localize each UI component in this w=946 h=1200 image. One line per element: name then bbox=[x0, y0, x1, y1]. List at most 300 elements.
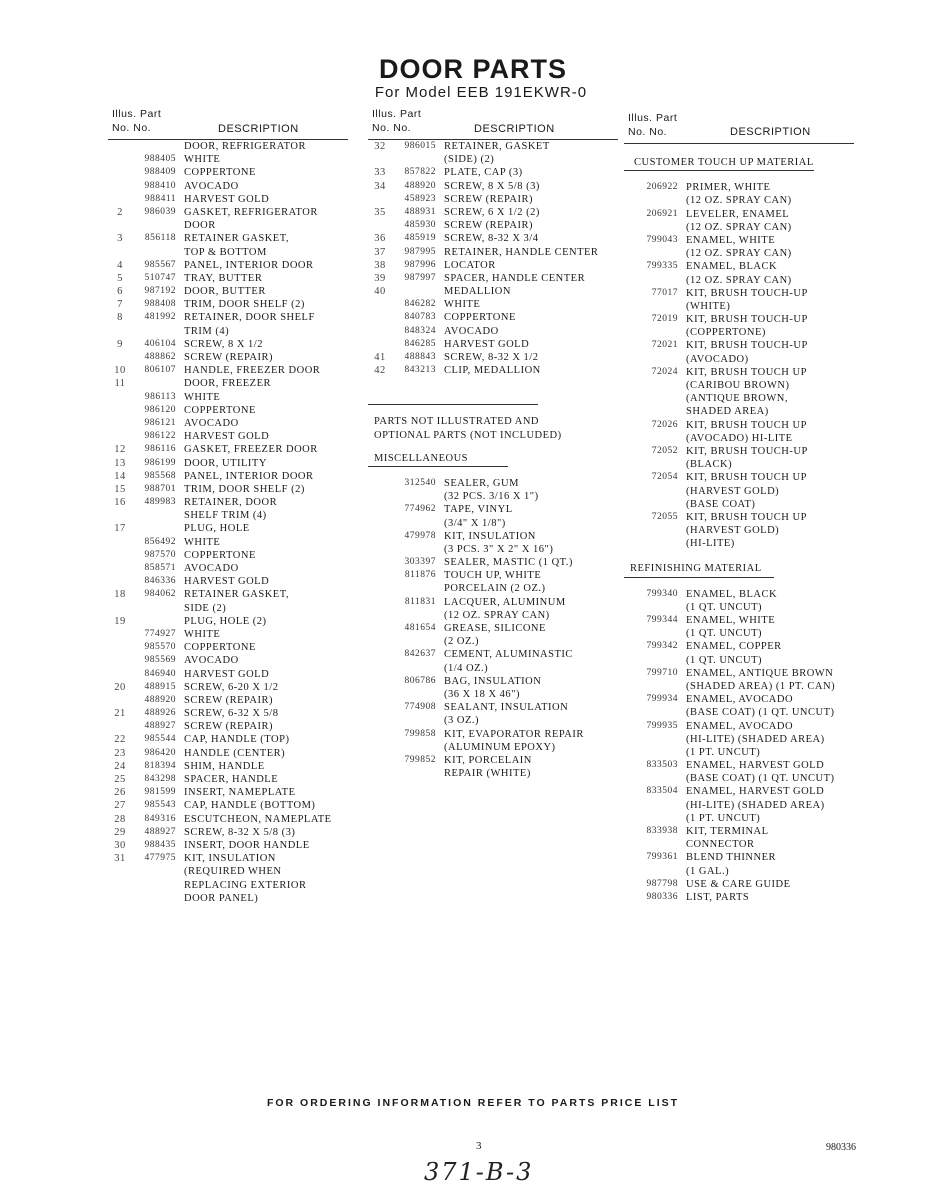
part-row bbox=[368, 219, 618, 232]
part-row bbox=[108, 681, 348, 694]
part-row bbox=[368, 569, 618, 582]
part-number: 986015 bbox=[404, 141, 436, 151]
spacer bbox=[624, 654, 634, 667]
part-description: HARVEST GOLD bbox=[184, 431, 270, 443]
part-row bbox=[108, 654, 348, 667]
illus-number bbox=[108, 641, 132, 654]
part-number bbox=[634, 627, 686, 640]
part-number bbox=[634, 458, 686, 471]
note-line-1: PARTS NOT ILLUSTRATED AND bbox=[374, 416, 540, 428]
part-row bbox=[108, 430, 348, 443]
part-row bbox=[624, 667, 854, 680]
part-row bbox=[368, 490, 618, 503]
part-description: LOCATOR bbox=[444, 259, 496, 271]
part-description: ENAMEL, BLACK bbox=[686, 588, 778, 600]
part-row bbox=[368, 675, 618, 688]
part-description: (HI-LITE) (SHADED AREA) bbox=[686, 733, 825, 745]
part-description: USE & CARE GUIDE bbox=[686, 878, 791, 890]
illus-number: 15 bbox=[114, 483, 126, 495]
spacer bbox=[624, 812, 634, 825]
part-row bbox=[368, 206, 618, 219]
part-number: 843298 bbox=[144, 774, 176, 784]
part-row bbox=[368, 351, 618, 364]
part-number: 857822 bbox=[404, 167, 436, 178]
part-row bbox=[368, 311, 618, 324]
illus-number bbox=[368, 609, 392, 622]
part-row bbox=[368, 767, 618, 780]
part-number: 458923 bbox=[404, 193, 436, 204]
part-description: (BASE COAT) (1 QT. UNCUT) bbox=[686, 707, 835, 719]
illus-number bbox=[108, 417, 132, 430]
part-row bbox=[108, 707, 348, 720]
part-number: 774908 bbox=[404, 702, 436, 713]
part-number bbox=[634, 392, 686, 405]
illus-number: 18 bbox=[114, 589, 126, 601]
part-row bbox=[368, 180, 618, 193]
part-row bbox=[108, 879, 348, 892]
part-number: 72054 bbox=[651, 472, 678, 483]
part-number bbox=[634, 799, 686, 812]
part-description: SHELF TRIM (4) bbox=[184, 510, 267, 522]
illus-number: 25 bbox=[114, 774, 126, 785]
part-description: (12 OZ. SPRAY CAN) bbox=[686, 195, 792, 207]
part-number bbox=[392, 543, 444, 556]
part-row bbox=[108, 470, 348, 483]
part-number bbox=[634, 353, 686, 366]
part-row bbox=[624, 799, 854, 812]
part-description: SHIM, HANDLE bbox=[184, 760, 265, 772]
part-number: 988701 bbox=[144, 483, 176, 494]
spacer bbox=[624, 667, 634, 680]
part-row bbox=[368, 728, 618, 741]
illus-number bbox=[368, 688, 392, 701]
part-number: 206922 bbox=[646, 182, 678, 193]
header-rule bbox=[368, 139, 618, 140]
part-description: (HARVEST GOLD) bbox=[686, 525, 780, 537]
part-row bbox=[108, 180, 348, 193]
part-row bbox=[108, 826, 348, 839]
part-description: (3/4" X 1/8") bbox=[444, 517, 506, 529]
part-row bbox=[624, 458, 854, 471]
illus-number: 7 bbox=[117, 299, 123, 311]
part-description: (BASE COAT) bbox=[686, 498, 756, 510]
page-title: DOOR PARTS bbox=[378, 54, 567, 84]
part-row bbox=[624, 680, 854, 693]
illus-number bbox=[368, 596, 392, 609]
spacer bbox=[624, 313, 634, 326]
spacer bbox=[624, 353, 634, 366]
model-subtitle: For Model EEB 191EKWR-0 bbox=[374, 84, 588, 101]
part-number bbox=[132, 615, 184, 628]
part-number bbox=[392, 714, 444, 727]
part-description: BAG, INSULATION bbox=[444, 675, 542, 687]
part-row bbox=[108, 509, 348, 522]
part-number: 986120 bbox=[144, 404, 176, 415]
illus-number: 19 bbox=[114, 615, 126, 627]
part-description: (1 QT. UNCUT) bbox=[686, 654, 763, 666]
part-description: SPACER, HANDLE bbox=[184, 774, 279, 785]
section-divider bbox=[624, 577, 774, 578]
part-description: (SHADED AREA) (1 PT. CAN) bbox=[686, 680, 836, 692]
part-number bbox=[132, 140, 184, 153]
part-number: 774962 bbox=[404, 504, 436, 515]
part-number: 833503 bbox=[646, 760, 678, 771]
part-description: LEVELER, ENAMEL bbox=[686, 208, 790, 220]
part-description: KIT, INSULATION bbox=[184, 853, 276, 865]
part-number: 72052 bbox=[651, 445, 678, 456]
spacer bbox=[624, 432, 634, 445]
part-number: 849316 bbox=[144, 813, 176, 824]
part-description: RETAINER GASKET, bbox=[184, 233, 289, 245]
part-number: 987996 bbox=[404, 259, 436, 270]
part-row bbox=[108, 457, 348, 470]
part-number bbox=[392, 153, 444, 166]
spacer bbox=[624, 181, 634, 194]
part-row bbox=[624, 208, 854, 221]
part-row bbox=[624, 812, 854, 825]
illus-number bbox=[108, 404, 132, 417]
part-number: 479978 bbox=[404, 530, 436, 541]
part-row bbox=[624, 379, 854, 392]
part-description: SCREW (REPAIR) bbox=[184, 721, 273, 733]
part-row bbox=[624, 287, 854, 300]
illus-number: 28 bbox=[114, 813, 126, 825]
part-description: PANEL, INTERIOR DOOR bbox=[184, 259, 314, 271]
ordering-note: FOR ORDERING INFORMATION REFER TO PARTS PRICE LIST bbox=[266, 1097, 680, 1109]
spacer bbox=[624, 865, 634, 878]
spacer bbox=[624, 405, 634, 418]
part-row bbox=[368, 701, 618, 714]
illus-number bbox=[108, 865, 132, 878]
part-description: GASKET, REFRIGERATOR bbox=[184, 206, 318, 218]
part-description: (36 X 18 X 46") bbox=[444, 688, 520, 700]
column-header bbox=[108, 106, 348, 140]
part-number: 485930 bbox=[404, 220, 436, 231]
part-row bbox=[368, 517, 618, 530]
part-description: AVOCADO bbox=[184, 655, 239, 667]
part-number: 488915 bbox=[144, 681, 176, 692]
spacer bbox=[624, 485, 634, 498]
part-description: COPPERTONE bbox=[184, 404, 256, 416]
spacer bbox=[624, 537, 634, 550]
illus-number bbox=[368, 728, 392, 741]
part-row bbox=[108, 839, 348, 852]
part-number: 988409 bbox=[144, 167, 176, 178]
spacer bbox=[624, 339, 634, 352]
spacer bbox=[624, 746, 634, 759]
part-description: (BLACK) bbox=[686, 459, 733, 471]
part-row bbox=[108, 417, 348, 430]
part-row bbox=[108, 193, 348, 206]
spacer bbox=[624, 614, 634, 627]
part-number: 987570 bbox=[144, 549, 176, 560]
part-row bbox=[624, 733, 854, 746]
part-number: 988411 bbox=[144, 193, 176, 204]
part-description: DOOR, REFRIGERATOR bbox=[184, 141, 306, 152]
part-description: KIT, BRUSH TOUCH UP bbox=[686, 472, 807, 484]
part-row bbox=[368, 325, 618, 338]
part-number bbox=[634, 274, 686, 287]
part-description: HARVEST GOLD bbox=[184, 668, 270, 680]
part-number: 818394 bbox=[144, 760, 176, 771]
part-description: ENAMEL, WHITE bbox=[686, 615, 776, 626]
part-number: 985570 bbox=[144, 642, 176, 653]
spacer bbox=[624, 419, 634, 432]
part-number bbox=[634, 221, 686, 234]
spacer bbox=[624, 326, 634, 339]
illus-number: 2 bbox=[117, 206, 123, 218]
part-row bbox=[624, 471, 854, 484]
illus-number bbox=[108, 430, 132, 443]
part-number bbox=[634, 300, 686, 313]
part-row bbox=[368, 609, 618, 622]
part-number: 799935 bbox=[646, 720, 678, 731]
part-description: GASKET, FREEZER DOOR bbox=[184, 444, 318, 456]
illus-number: 4 bbox=[117, 259, 123, 271]
part-row bbox=[368, 662, 618, 675]
part-row bbox=[108, 628, 348, 641]
illus-number: 38 bbox=[374, 259, 386, 271]
part-description: KIT, PORCELAIN bbox=[444, 754, 532, 766]
illus-number: 37 bbox=[374, 246, 386, 258]
illus-number: 13 bbox=[114, 457, 126, 469]
part-description: (CARIBOU BROWN) bbox=[686, 380, 790, 391]
part-description: DOOR, BUTTER bbox=[184, 286, 266, 298]
header-number-label: No. No. bbox=[372, 122, 412, 134]
part-number: 72055 bbox=[651, 511, 678, 522]
part-row bbox=[108, 813, 348, 826]
part-row bbox=[624, 511, 854, 524]
part-description: BLEND THINNER bbox=[686, 852, 777, 864]
part-number bbox=[634, 379, 686, 392]
part-row bbox=[108, 865, 348, 878]
header-illus-label: Illus. Part bbox=[628, 112, 678, 124]
header-illus-label: Illus. Part bbox=[112, 108, 162, 120]
illus-number bbox=[108, 166, 132, 179]
part-description: COPPERTONE bbox=[184, 642, 256, 654]
part-row bbox=[624, 445, 854, 458]
spacer bbox=[624, 891, 634, 904]
part-number: 481654 bbox=[404, 623, 436, 633]
part-row bbox=[108, 588, 348, 601]
illus-number bbox=[368, 675, 392, 688]
illus-number bbox=[368, 517, 392, 530]
part-row bbox=[624, 891, 854, 904]
illus-number bbox=[108, 694, 132, 707]
part-number: 846336 bbox=[144, 576, 176, 587]
part-description: TRIM, DOOR SHELF (2) bbox=[184, 299, 305, 311]
part-description: WHITE bbox=[184, 154, 221, 166]
part-description: WHITE bbox=[184, 536, 221, 548]
part-description: SIDE (2) bbox=[184, 602, 227, 614]
part-row bbox=[624, 366, 854, 379]
part-number: 848324 bbox=[404, 325, 436, 336]
part-number: 988410 bbox=[144, 180, 176, 191]
illus-number: 40 bbox=[374, 286, 386, 298]
part-number: 799335 bbox=[646, 261, 678, 272]
illus-number bbox=[368, 311, 392, 324]
part-description: ENAMEL, ANTIQUE BROWN bbox=[686, 667, 834, 679]
part-number: 981599 bbox=[144, 787, 176, 798]
part-description: (1/4 OZ.) bbox=[444, 662, 489, 674]
part-number: 986039 bbox=[144, 206, 176, 217]
illus-number: 35 bbox=[374, 206, 386, 218]
section-title-miscellaneous: MISCELLANEOUS bbox=[374, 452, 469, 464]
part-description: ESCUTCHEON, NAMEPLATE bbox=[184, 813, 332, 825]
part-row bbox=[108, 285, 348, 298]
part-number bbox=[634, 772, 686, 785]
spacer bbox=[624, 588, 634, 601]
part-number: 986121 bbox=[144, 417, 176, 428]
part-description: (HI-LITE) (SHADED AREA) bbox=[686, 799, 825, 811]
part-description: TRIM, DOOR SHELF (2) bbox=[184, 483, 305, 495]
part-description: KIT, BRUSH TOUCH-UP bbox=[686, 340, 808, 352]
illus-number bbox=[368, 662, 392, 675]
illus-number: 3 bbox=[117, 233, 123, 245]
part-description: ENAMEL, BLACK bbox=[686, 261, 778, 273]
illus-number: 5 bbox=[117, 272, 123, 284]
part-description: SCREW, 6-32 X 5/8 bbox=[184, 708, 279, 720]
spacer bbox=[624, 799, 634, 812]
part-description: TRAY, BUTTER bbox=[184, 272, 263, 284]
spacer bbox=[624, 640, 634, 653]
part-number: 856492 bbox=[144, 536, 176, 547]
illus-number bbox=[368, 714, 392, 727]
part-number: 806107 bbox=[144, 365, 176, 376]
part-description: RETAINER, DOOR bbox=[184, 497, 278, 509]
part-description: ENAMEL, HARVEST GOLD bbox=[686, 760, 825, 772]
part-row bbox=[624, 339, 854, 352]
part-row bbox=[624, 300, 854, 313]
part-description: ENAMEL, AVOCADO bbox=[686, 720, 794, 732]
illus-number bbox=[368, 477, 392, 490]
part-description: DOOR, UTILITY bbox=[184, 457, 267, 469]
illus-number: 29 bbox=[114, 826, 126, 838]
part-number bbox=[392, 688, 444, 701]
spacer bbox=[624, 287, 634, 300]
part-row bbox=[108, 259, 348, 272]
part-number: 510747 bbox=[144, 272, 176, 283]
part-number: 843213 bbox=[404, 365, 436, 376]
part-number: 799342 bbox=[646, 641, 678, 652]
part-description: SEALANT, INSULATION bbox=[444, 702, 569, 714]
part-number bbox=[634, 838, 686, 851]
part-number bbox=[634, 405, 686, 418]
part-row bbox=[368, 714, 618, 727]
column-header bbox=[368, 106, 618, 140]
part-description: KIT, BRUSH TOUCH UP bbox=[686, 511, 807, 523]
part-number: 986420 bbox=[144, 747, 176, 758]
part-description: WHITE bbox=[444, 299, 481, 311]
illus-number bbox=[368, 648, 392, 661]
illus-number bbox=[368, 325, 392, 338]
part-row bbox=[108, 496, 348, 509]
part-description: KIT, BRUSH TOUCH-UP bbox=[686, 314, 808, 326]
part-description: PLATE, CAP (3) bbox=[444, 167, 523, 179]
part-description: (12 OZ. SPRAY CAN) bbox=[444, 609, 550, 621]
part-row bbox=[624, 326, 854, 339]
part-number bbox=[634, 601, 686, 614]
part-number bbox=[392, 635, 444, 648]
part-description: HARVEST GOLD bbox=[184, 193, 270, 205]
part-number: 488926 bbox=[144, 708, 176, 719]
part-row bbox=[108, 246, 348, 259]
part-number: 72024 bbox=[651, 366, 678, 377]
part-number: 488927 bbox=[144, 826, 176, 837]
illus-number bbox=[108, 720, 132, 733]
part-row bbox=[624, 627, 854, 640]
part-description: (HI-LITE) bbox=[686, 538, 735, 550]
part-number bbox=[634, 485, 686, 498]
part-number: 799043 bbox=[646, 234, 678, 245]
spacer bbox=[624, 772, 634, 785]
part-row bbox=[368, 232, 618, 245]
column-header bbox=[624, 106, 854, 140]
part-row bbox=[108, 602, 348, 615]
part-row bbox=[624, 693, 854, 706]
part-number bbox=[634, 498, 686, 511]
part-row bbox=[624, 194, 854, 207]
part-description: (SIDE) (2) bbox=[444, 154, 495, 166]
part-description: DOOR, FREEZER bbox=[184, 378, 272, 390]
part-row bbox=[368, 635, 618, 648]
part-description: RETAINER, HANDLE CENTER bbox=[444, 246, 599, 258]
illus-number bbox=[108, 892, 132, 905]
part-row bbox=[624, 353, 854, 366]
part-description: (12 OZ. SPRAY CAN) bbox=[686, 248, 792, 260]
part-row bbox=[368, 153, 618, 166]
part-description: AVOCADO bbox=[184, 180, 239, 192]
part-number: 72021 bbox=[651, 340, 678, 351]
part-description: KIT, BRUSH TOUCH UP bbox=[686, 419, 807, 431]
part-row bbox=[624, 274, 854, 287]
part-number: 774927 bbox=[144, 628, 176, 639]
illus-number: 31 bbox=[114, 853, 126, 865]
part-description: AVOCADO bbox=[184, 563, 239, 574]
part-number: 406104 bbox=[144, 338, 176, 349]
illus-number: 22 bbox=[114, 734, 126, 746]
part-row bbox=[368, 741, 618, 754]
illus-number: 17 bbox=[114, 523, 126, 535]
part-row bbox=[368, 543, 618, 556]
part-row bbox=[108, 522, 348, 535]
part-number: 986116 bbox=[144, 444, 176, 455]
part-row bbox=[624, 706, 854, 719]
part-row bbox=[108, 443, 348, 456]
part-row bbox=[108, 377, 348, 390]
spacer bbox=[624, 851, 634, 864]
part-description: MEDALLION bbox=[444, 286, 511, 298]
part-row bbox=[108, 615, 348, 628]
part-row bbox=[624, 234, 854, 247]
illus-number: 32 bbox=[374, 141, 386, 152]
part-description: SCREW, 8-32 X 5/8 (3) bbox=[184, 826, 296, 838]
part-description: (AVOCADO) bbox=[686, 353, 749, 365]
illus-number: 6 bbox=[117, 286, 123, 298]
spacer bbox=[624, 366, 634, 379]
part-number: 477975 bbox=[144, 853, 176, 864]
part-number bbox=[132, 892, 184, 905]
illus-number: 12 bbox=[114, 444, 126, 456]
spacer bbox=[624, 524, 634, 537]
spacer bbox=[624, 208, 634, 221]
spacer bbox=[624, 247, 634, 260]
part-description: RETAINER, GASKET bbox=[444, 141, 550, 152]
part-row bbox=[108, 773, 348, 786]
part-description: TRIM (4) bbox=[184, 325, 230, 337]
part-number bbox=[392, 609, 444, 622]
part-row bbox=[368, 477, 618, 490]
